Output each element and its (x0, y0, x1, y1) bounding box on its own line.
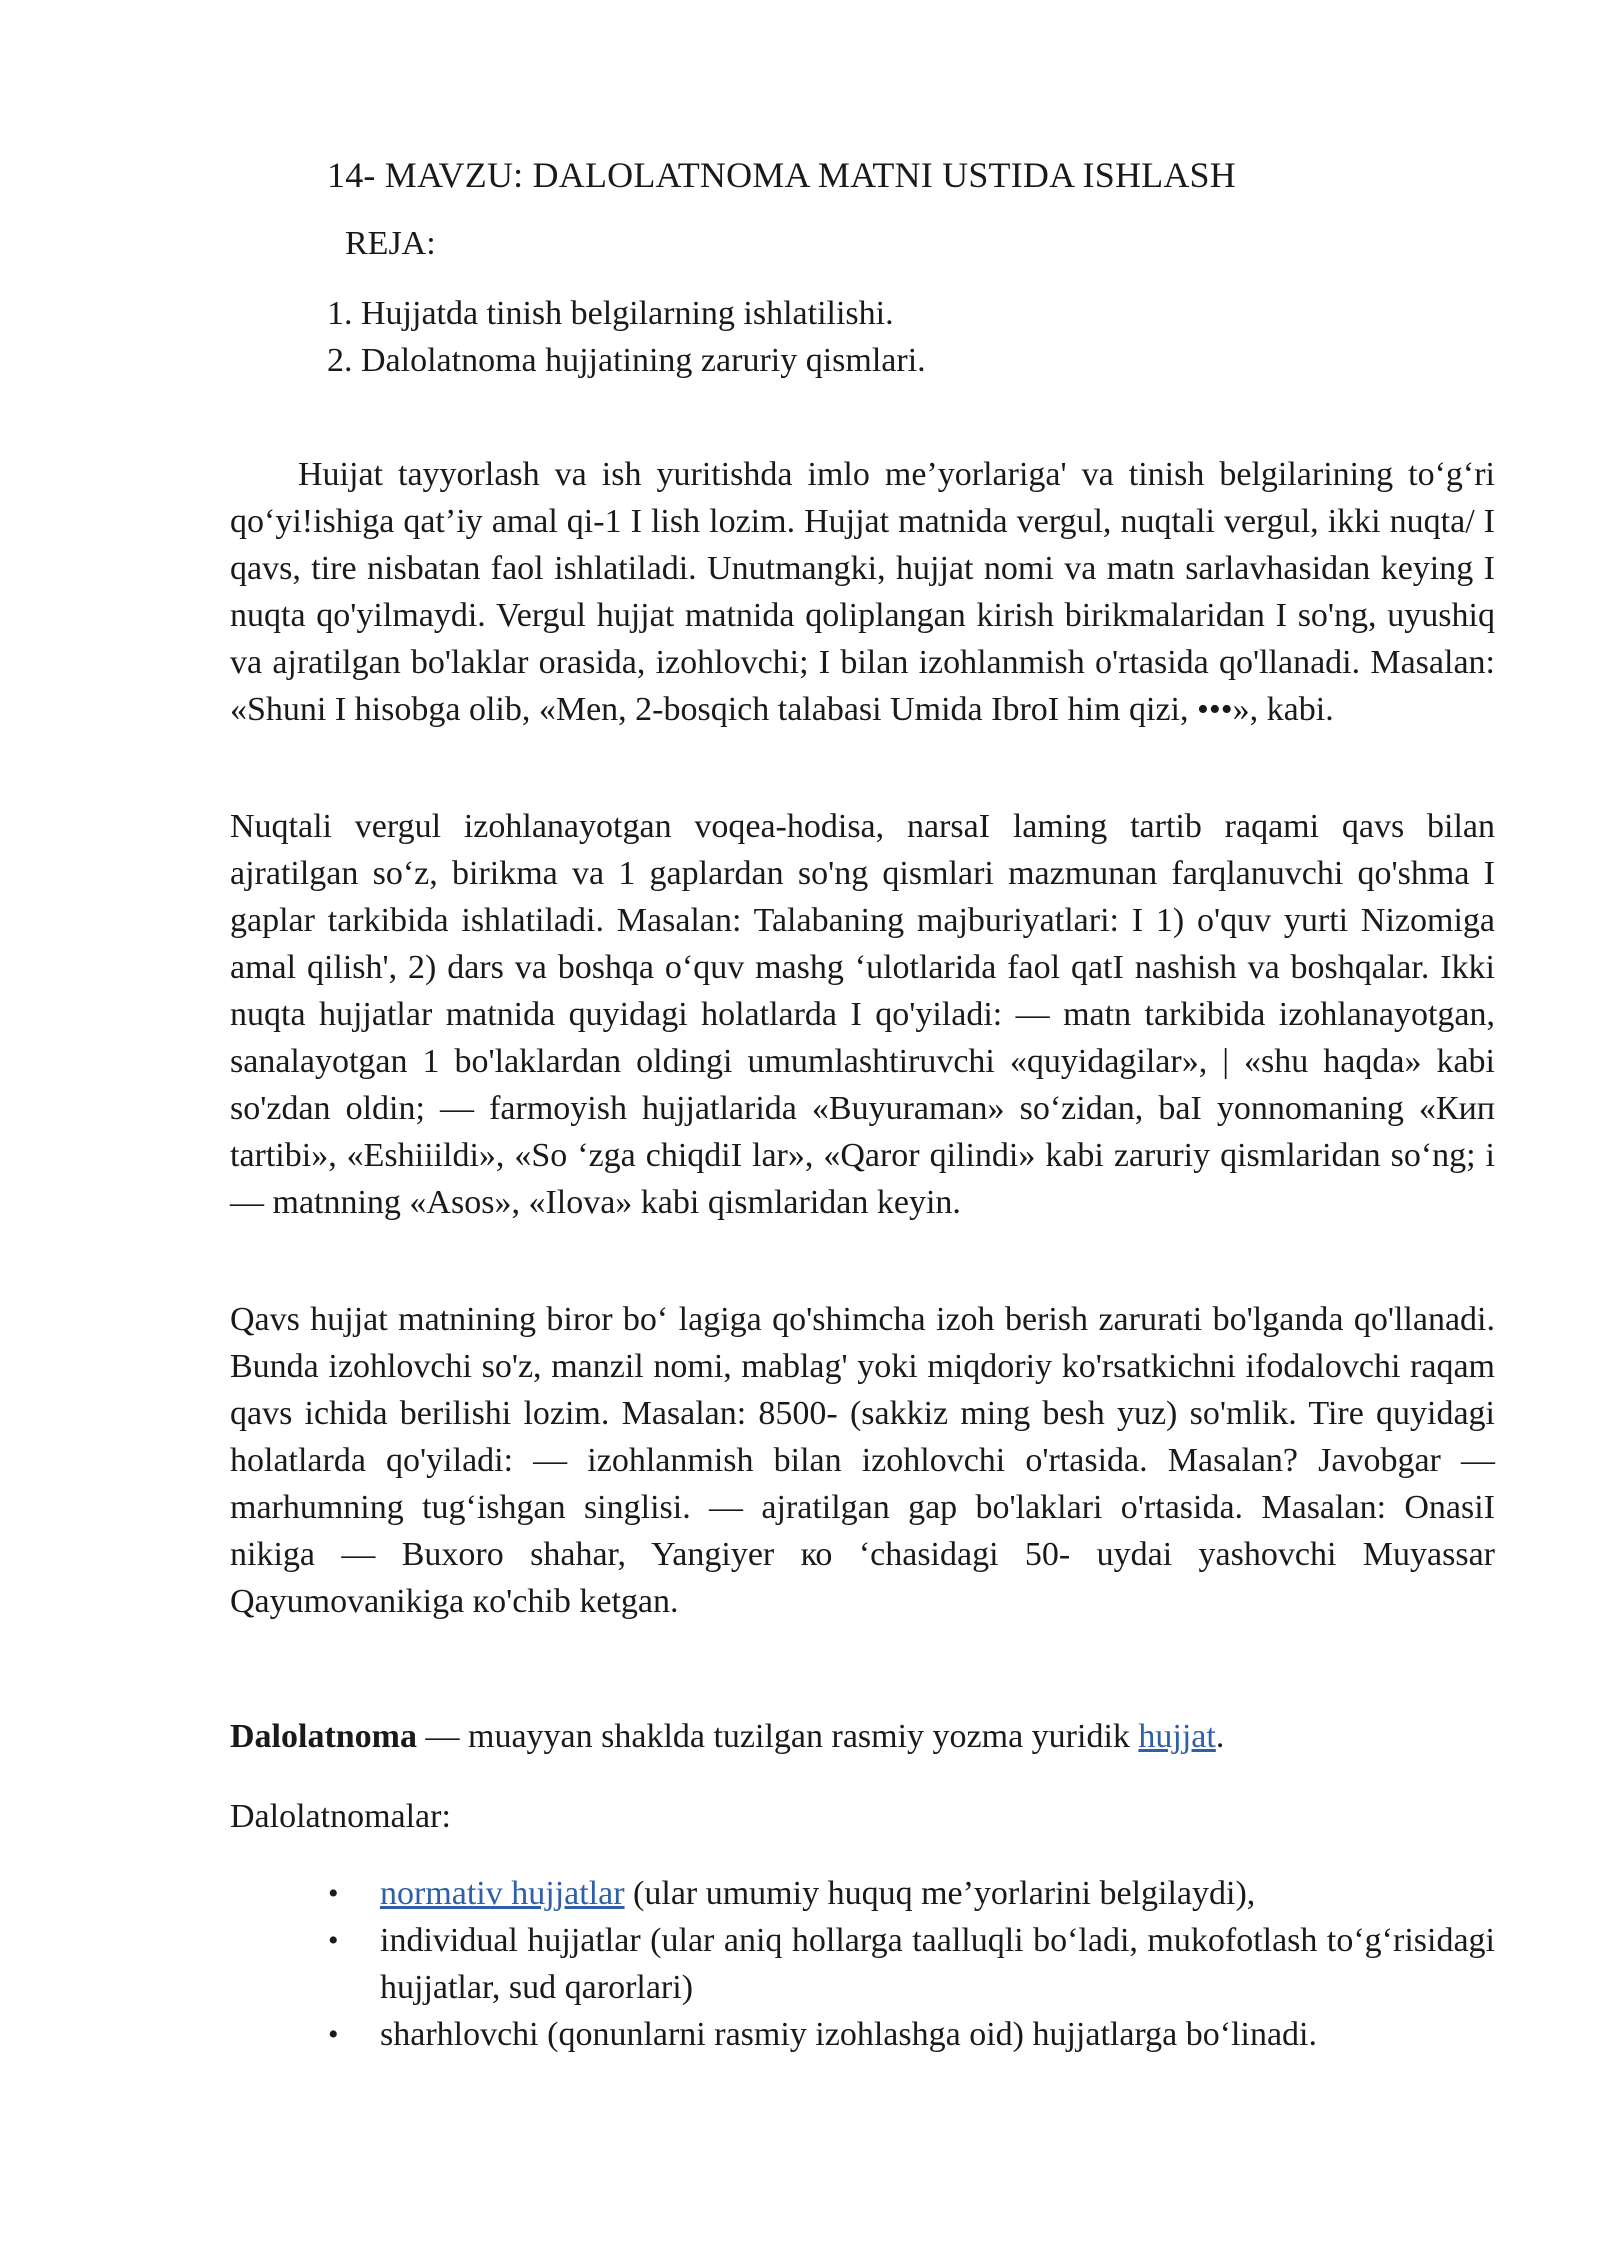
definition-term: Dalolatnoma (230, 1718, 417, 1755)
plan-heading: REJA: (345, 225, 436, 262)
definition-text: — muayyan shakldа tuzilgan rasmiy yozma yuridik (417, 1718, 1139, 1755)
paragraph-semicolon-colon: Nuqtali vergul izohlanayotgan voqea-hodisa, narsaI laming tartib raqami qavs bilan ajratilgan so‘z, birikma va 1 gaplardan so'ng qismlari mazmunan farqlanuvchi qo'shma I gaplar tarkibida ishlatiladi. Masalan: Talabaning majburiyatlari: I 1) o'quv yurti Nizomiga amal qilish', 2) dars va boshqa o‘quv mashg ‘ulotlarida faol qatI nashish va boshqalar. Ikki nuqta hujjatlar matnida quyidagi holatlarda I qo'yiladi: — matn tarkibida izohlanayotgan, sanalayotgan 1 bo'laklardan oldingi umumlashtiruvchi «quyidagilar», | «shu haqda» kabi so'zdan oldin; — farmoyish hujjatlarida «Buyuraman» so‘zidan, baI yonnomaning «Кип tartibi», «Eshiiildi», «So ‘zga chiqdiI lar», «Qaror qilindi» kabi zaruriy qismlaridan so‘ng; i — matnning «Asos», «Ilova» kabi qismlaridan keyin. (230, 808, 1495, 1221)
topic-title: 14- MAVZU: DALOLATNOMA MATNI USTIDA ISHLASH (327, 155, 1236, 195)
bullet-icon: • (328, 1877, 339, 1910)
normativ-hujjatlar-link[interactable]: normativ hujjatlar (380, 1875, 625, 1912)
definition-end: . (1215, 1718, 1225, 1755)
bullet-list (230, 1870, 1495, 2058)
bullet-item (230, 2011, 1495, 2058)
bullet-icon: • (328, 2018, 339, 2051)
plan-list (327, 290, 926, 384)
plan-item: 2. Dalolatnoma hujjatining zaruriy qismlari. (327, 342, 926, 379)
bullet-text: individual hujjatlar (ular aniq hollarga taalluqli bo‘ladi, mukofotlash to‘g‘risidagi hujjatlar, sud qarorlari) (380, 1922, 1495, 2006)
paragraph-brackets-dash: Qavs hujjat matnining biror bo‘ lagiga qo'shimcha izoh berish zarurati bo'lganda qo'llanadi. Bunda izohlovchi so'z, manzil nomi, mablag' yoki miqdoriy ko'rsatkichni ifodalovchi raqam qavs ichida berilishi lozim. Masalan: 8500- (sakkiz ming besh yuz) so'mlik. Tire quyidagi holatlarda qo'yiladi: — izohlanmish bilan izohlovchi o'rtasida. Masalan? Javobgar — marhumning tug‘ishgan singlisi. — ajratilgan gap bo'laklari o'rtasida. Masalan: OnasiI nikiga — Buxoro shahar, Yangiyer ко ‘chasidagi 50- uydai yashovchi Muyassar Qayumovanikiga кo'chib ketgan. (230, 1301, 1495, 1620)
list-heading: Dalolatnomalar: (230, 1798, 451, 1835)
bullet-icon: • (328, 1924, 339, 1957)
hujjat-link[interactable]: hujjat (1138, 1718, 1216, 1755)
bullet-item (230, 1870, 1495, 1917)
bullet-text: sharhlovchi (qonunlarni rasmiy izohlashga oid) hujjatlarga bo‘linadi. (380, 2016, 1317, 2053)
paragraph-punctuation-intro: Huijat tayyorlash va ish yuritishda imlo me’yorlariga' va tinish belgilarining to‘g‘ri qo‘yi!ishiga qat’iy amal qi-1 I lish lozim. Hujjat matnida vergul, nuqtali vergul, ikki nuqta/ I qavs, tire nisbatan faol ishlatiladi. Unutmangki, hujjat nomi va matn sarlavhasidan keying I nuqta qo'yilmaydi. Vergul hujjat matnida qoliplangan kirish birikmalaridan I so'ng, uyushiq va ajratilgan bo'laklar orasida, izohlovchi; I bilan izohlanmish o'rtasida qo'llanadi. Masalan: «Shuni I hisobga olib, «Men, 2-bosqich talabasi Umida IbroI him qizi, •••», kabi. (230, 456, 1495, 728)
bullet-text: (ular umumiy huquq me’yorlarini belgilaydi), (624, 1875, 1256, 1912)
bullet-item (230, 1917, 1495, 2011)
plan-item: 1. Hujjatda tinish belgilarning ishlatilishi. (327, 295, 894, 332)
definition-line (230, 1713, 1224, 1760)
